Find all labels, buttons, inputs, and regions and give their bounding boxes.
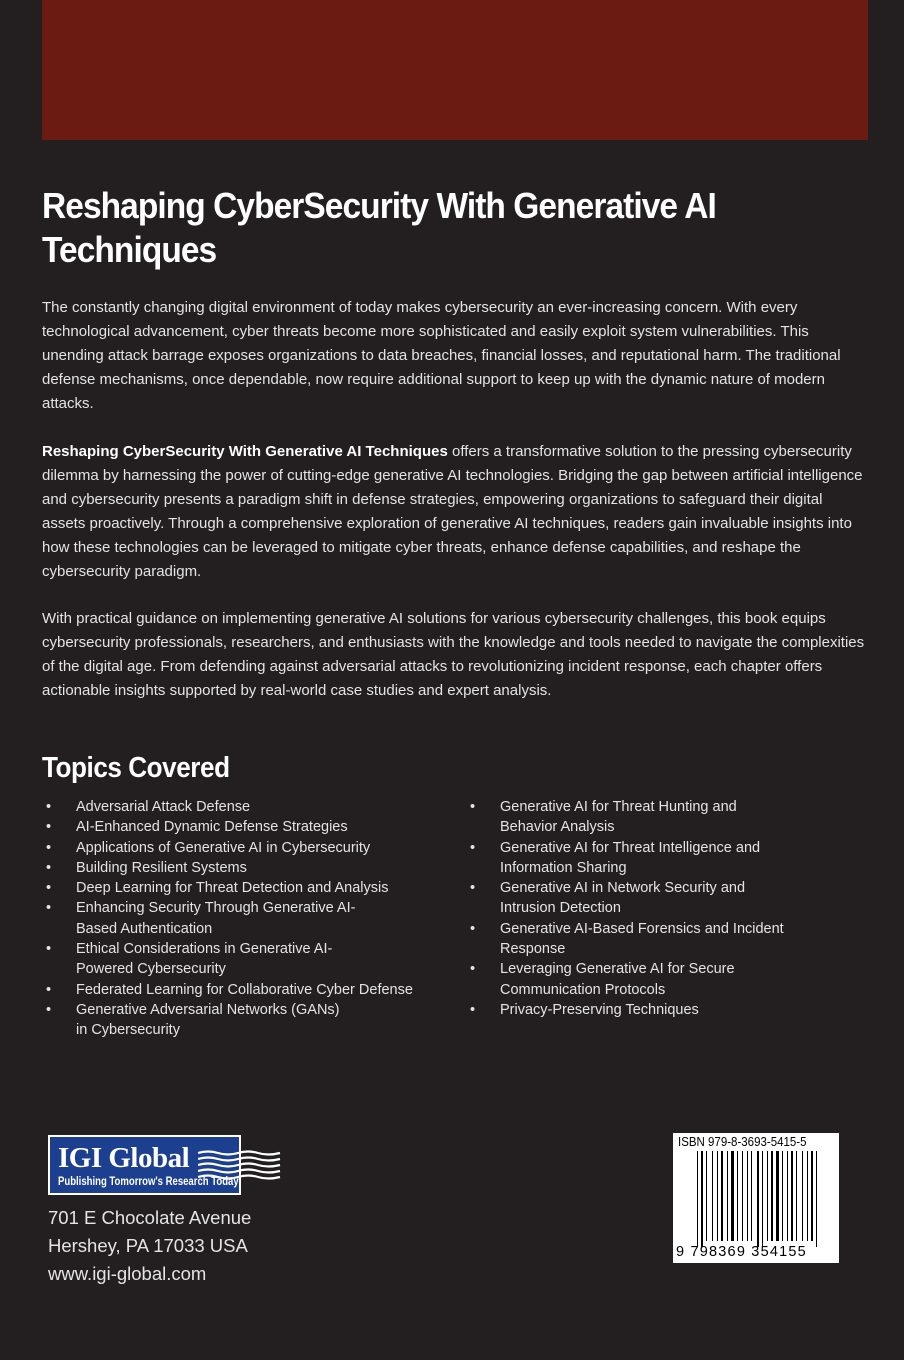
topics-list-right	[466, 797, 796, 1020]
barcode-bar	[762, 1151, 763, 1247]
logo-tagline: Publishing Tomorrow's Research Today	[58, 1176, 239, 1188]
barcode-bar	[796, 1151, 797, 1241]
barcode-icon	[697, 1151, 817, 1247]
igi-global-logo	[48, 1135, 282, 1195]
topic-item: • Generative Adversarial Networks (GANs) in Cybersecurity	[42, 1000, 342, 1041]
topic-item: • Building Resilient Systems	[42, 858, 462, 878]
topics-list-left	[42, 797, 462, 1041]
topic-item: • Generative AI in Network Security and Intrusion Detection	[466, 878, 796, 919]
topic-item: • Generative AI for Threat Hunting and Behavior Analysis	[466, 797, 796, 838]
barcode-bar	[787, 1151, 788, 1241]
barcode-bar	[791, 1151, 793, 1241]
barcode-bar	[701, 1151, 703, 1247]
description-paragraph-1: The constantly changing digital environment of today makes cybersecurity an ever-increasing concern. With every technological advancement, cyber threats become more sophisticated and easily exploit system vulnerabilities. This unending attack barrage exposes organizations to data breaches, financial losses, and reputational harm. The traditional defense mechanisms, once dependable, now require additional support to keep up with the dynamic nature of modern attacks.	[42, 299, 841, 412]
barcode-bar	[731, 1151, 734, 1241]
paragraph-2-bold-title: Reshaping CyberSecurity With Generative AI Techniques	[42, 443, 448, 460]
barcode-bar	[721, 1151, 723, 1241]
top-color-band	[42, 0, 868, 140]
barcode-bar	[742, 1151, 743, 1241]
barcode-bar	[712, 1151, 713, 1241]
barcode-bar	[757, 1151, 759, 1247]
description-paragraph-3: With practical guidance on implementing generative AI solutions for various cybersecurity challenges, this book equips cybersecurity professionals, researchers, and enthusiasts with the knowledge and tools needed to navigate the complexities of the digital age. From defending against adversarial attacks to revolutionizing incident response, each chapter offers actionable insights supported by real-world case studies and expert analysis.	[42, 610, 865, 699]
book-title: Reshaping CyberSecurity With Generative AI Techniques	[42, 185, 716, 270]
barcode-bar	[706, 1151, 707, 1241]
topic-item: • Deep Learning for Threat Detection and Analysis	[42, 878, 462, 898]
barcode-bar	[737, 1151, 738, 1241]
barcode-bar	[802, 1151, 803, 1241]
barcode-bar	[767, 1151, 768, 1241]
topic-item: • Enhancing Security Through Generative AI-Based Authentication	[42, 898, 392, 939]
barcode-bar	[697, 1151, 698, 1247]
barcode-bar	[816, 1151, 817, 1247]
barcode-bar	[727, 1151, 728, 1241]
topic-item: • Applications of Generative AI in Cybersecurity	[42, 838, 462, 858]
topic-item: • Generative AI-Based Forensics and Incident Response	[466, 919, 796, 960]
barcode-bar	[717, 1151, 718, 1241]
barcode-digits: 9 798369 354155	[676, 1244, 807, 1260]
topic-item: • Ethical Considerations in Generative AI-Powered Cybersecurity	[42, 939, 372, 980]
topics-heading: Topics Covered	[42, 752, 230, 784]
logo-wordmark: IGI Global	[58, 1142, 190, 1174]
publisher-website: www.igi-global.com	[48, 1263, 207, 1284]
topic-item: • Adversarial Attack Defense	[42, 797, 462, 817]
barcode-bar	[747, 1151, 748, 1241]
barcode-bar	[811, 1151, 813, 1241]
barcode-bar	[771, 1151, 773, 1241]
address-line-1: 701 E Chocolate Avenue	[48, 1207, 252, 1228]
isbn-label: ISBN 979-8-3693-5415-5	[678, 1135, 807, 1149]
barcode-bar	[782, 1151, 783, 1241]
barcode-bar	[751, 1151, 752, 1241]
paragraph-2-text: offers a transformative solution to the pressing cybersecurity dilemma by harnessing the power of cutting-edge generative AI technologies. Bridging the gap between artificial intelligence and cybersecurity presents a paradigm shift in defense strategies, empowering organizations to safeguard their digital assets proactively. Through a comprehensive exploration of generative AI techniques, readers gain invaluable insights into how these technologies can be leveraged to mitigate cyber threats, enhance defense capabilities, and reshape the cybersecurity paradigm.	[42, 443, 863, 580]
topic-item: • Leveraging Generative AI for Secure Communication Protocols	[466, 959, 796, 1000]
flag-stripes-icon	[198, 1149, 282, 1181]
topic-item: • Privacy-Preserving Techniques	[466, 1000, 796, 1020]
topic-item: • Federated Learning for Collaborative Cyber Defense	[42, 980, 462, 1000]
barcode-bar	[807, 1151, 808, 1241]
description-paragraph-2	[42, 440, 868, 584]
publisher-address	[48, 1204, 251, 1288]
topic-item: • AI-Enhanced Dynamic Defense Strategies	[42, 817, 462, 837]
barcode-bar	[776, 1151, 779, 1241]
topic-item: • Generative AI for Threat Intelligence and Information Sharing	[466, 838, 796, 879]
address-line-2: Hershey, PA 17033 USA	[48, 1235, 248, 1256]
barcode-box	[673, 1133, 839, 1263]
